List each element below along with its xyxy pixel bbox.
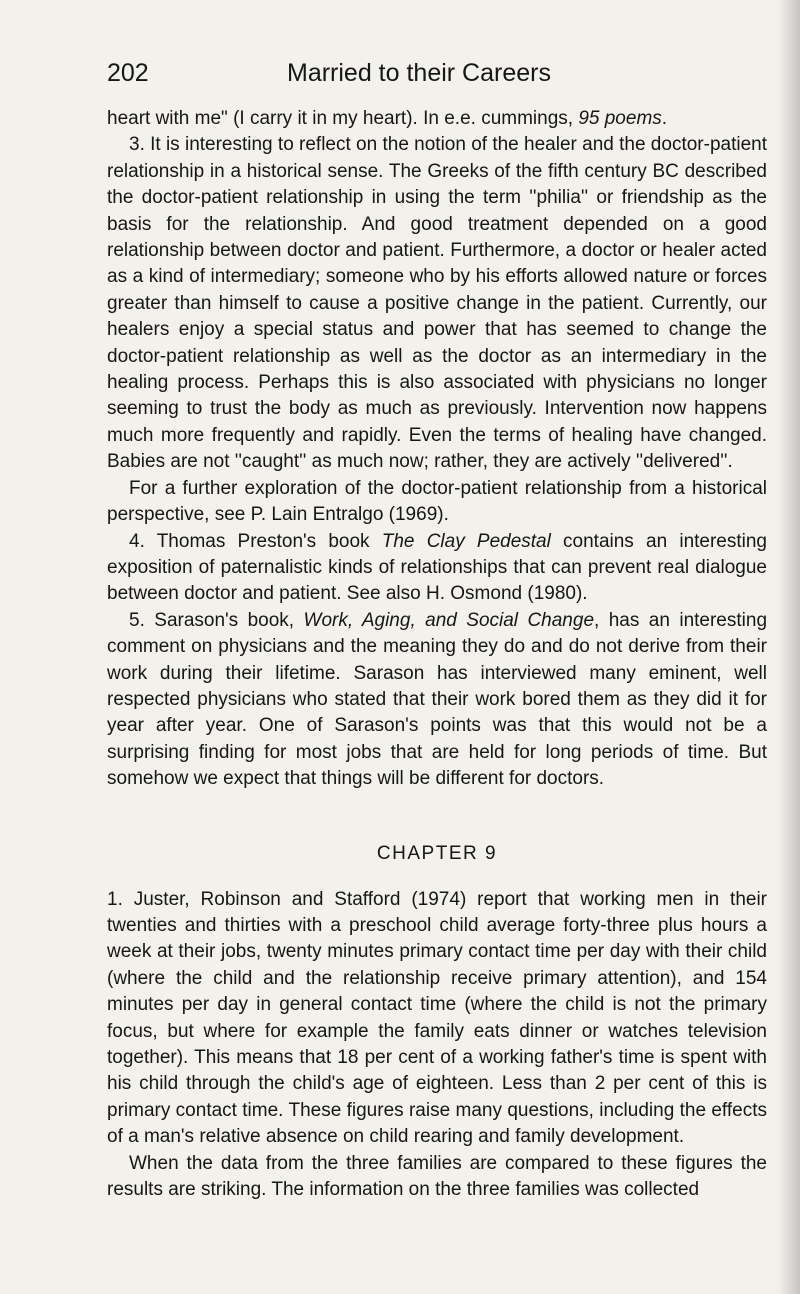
book-title-italic: The Clay Pedestal: [381, 530, 551, 552]
page-number: 202: [107, 59, 149, 87]
notes-body: [107, 106, 767, 793]
note-text: 4. Thomas Preston's book: [129, 530, 382, 552]
note-text: 5. Sarason's book,: [129, 609, 304, 631]
note-text: , has an interesting comment on physicians and the meaning they do and do not derive from their work during their lifetime. Sarason has interviewed many eminent, well respected physicians who stated that their work bored them as they did it for year after year. One of Sarason's points was that this would not be a surprising finding for most jobs that are held for long periods of time. But somehow we expect that things will be different for doctors.: [107, 609, 768, 790]
book-title-italic: Work, Aging, and Social Change: [303, 609, 595, 631]
note-text: contains an interesting exposition of paternalistic kinds of relationships that can prevent real dialogue between doctor and patient. See also H. Osmond (1980).: [107, 530, 768, 605]
note-1: 1. Juster, Robinson and Stafford (1974) report that working men in their twenties and thirties with a preschool child average forty-three plus hours a week at their jobs, twenty minutes primary contact time per day with their child (where the child and the relationship receive primary attention), and 154 minutes per day in general contact time (where the child is not the primary focus, but where for example the family eats dinner or watches television together). This means that 18 per cent of a working father's time is spent with his child through the child's age of eighteen. Less than 2 per cent of this is primary contact time. These figures raise many questions, including the effects of a man's relative absence on child rearing and family development.: [107, 888, 767, 1148]
note-3: 3. It is interesting to reflect on the notion of the healer and the doctor-patient relationship in a historical sense. The Greeks of the fifth century BC described the doctor-patient relationship in using the term ''philia'' or friendship as the basis for the relationship. And good treatment depended on a good relationship between doctor and patient. Furthermore, a doctor or healer acted as a kind of intermediary; someone who by his efforts allowed nature or forces greater than himself to cause a positive change in the patient. Currently, our healers enjoy a special status and power that has seemed to change the doctor-patient relationship as well as the doctor as an intermediary in the healing process. Perhaps this is also associated with physicians no longer seeming to trust the body as much as previously. Intervention now happens much more frequently and rapidly. Even the terms of healing have changed. Babies are not ''caught'' as much now; rather, they are actively ''delivered''.: [107, 134, 767, 473]
running-header: [107, 56, 767, 90]
note-5: [107, 608, 767, 793]
chapter-notes-body: [107, 887, 767, 1204]
note-text: .: [661, 108, 668, 129]
page-edge-shadow: [778, 0, 800, 1294]
running-title: Married to their Careers: [287, 59, 551, 87]
chapter-heading: CHAPTER 9: [376, 842, 498, 864]
note-continuation: [107, 106, 767, 132]
note-1-continued: When the data from the three families are compared to these figures the results are striking. The information on the three families was collected: [107, 1152, 767, 1201]
note-text: heart with me" (I carry it in my heart). In e.e. cummings,: [107, 108, 579, 129]
book-page: [107, 56, 767, 1203]
note-4: [107, 529, 767, 608]
note-3-continued: For a further exploration of the doctor-patient relationship from a historical perspective, see P. Lain Entralgo (1969).: [107, 477, 767, 526]
book-title-italic: 95 poems: [578, 108, 662, 129]
